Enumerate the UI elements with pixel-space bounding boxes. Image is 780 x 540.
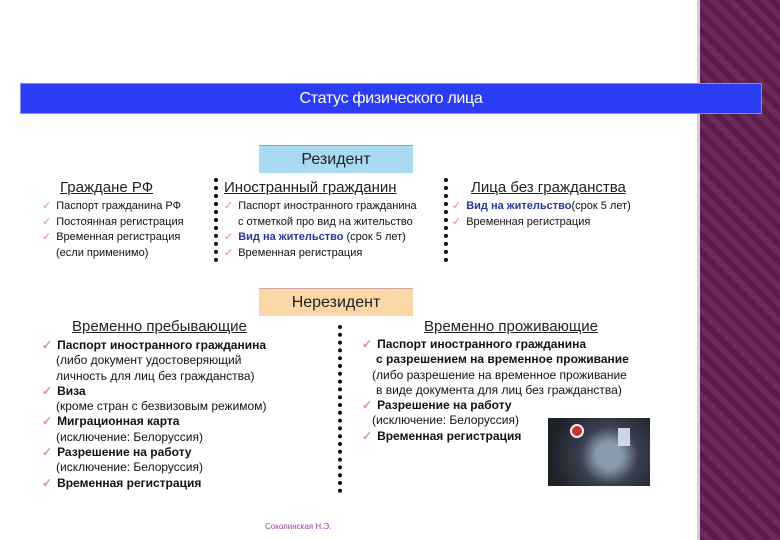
author-footer: Соколинская Н.Э.: [265, 522, 332, 531]
list-item: ✓ Паспорт иностранного гражданина: [224, 200, 417, 212]
check-icon: ✓: [42, 414, 53, 429]
check-icon: ✓: [42, 231, 52, 243]
divider: [444, 178, 448, 262]
divider: [214, 178, 218, 262]
check-icon: ✓: [224, 231, 234, 243]
check-icon: ✓: [452, 200, 462, 212]
citizens-heading: Граждане РФ: [60, 179, 154, 196]
check-icon: ✓: [452, 215, 462, 228]
check-icon: ✓: [42, 338, 53, 352]
check-icon: ✓: [42, 215, 52, 228]
list-item: ✓ Паспорт гражданина РФ: [42, 200, 181, 212]
check-icon: ✓: [42, 383, 53, 398]
illustration-photo: [548, 418, 650, 486]
check-icon: ✓: [42, 200, 52, 212]
check-icon: ✓: [362, 428, 373, 443]
list-item: ✓ Временная регистрация: [452, 215, 591, 228]
temp-staying-heading: Временно пребывающие: [72, 318, 247, 335]
stateless-heading: Лица без гражданства: [471, 179, 626, 196]
foreign-list: ✓ Паспорт иностранного гражданина с отметкой про вид на жительство ✓ Вид на жительство (срок 5 лет) ✓ Временная регистрация: [224, 199, 417, 261]
divider: [338, 325, 342, 493]
nonresident-box: Нерезидент: [259, 288, 413, 316]
check-icon: ✓: [42, 445, 53, 460]
foreign-heading: Иностранный гражданин: [224, 179, 397, 196]
decorative-side-panel: [697, 0, 780, 540]
list-item: ✓ Постоянная регистрация: [42, 215, 184, 228]
stateless-list: [452, 199, 631, 230]
check-icon: ✓: [362, 337, 373, 351]
citizens-list: ✓ Паспорт гражданина РФ ✓ Постоянная регистрация ✓ Временная регистрация (если применимо): [42, 200, 184, 259]
resident-box: Резидент: [259, 145, 413, 173]
slide-title-banner: Статус физического лица: [20, 83, 762, 114]
list-item: ✓ Вид на жительство(срок 5 лет): [452, 200, 631, 212]
check-icon: ✓: [224, 246, 234, 259]
check-icon: ✓: [362, 398, 373, 413]
check-icon: ✓: [42, 475, 53, 490]
check-icon: ✓: [224, 200, 234, 212]
list-item: ✓ Вид на жительство (срок 5 лет): [224, 231, 406, 243]
list-item: ✓ Временная регистрация: [224, 246, 363, 259]
temp-residing-list: ✓ Паспорт иностранного гражданина с разрешением на временное проживание (либо разрешение на временное проживание в виде документа для лиц без гражданства) ✓ Разрешение на работу (исключение: Белоруссия) ✓ Временная регистрация: [362, 337, 629, 443]
temp-residing-heading: Временно проживающие: [424, 318, 598, 335]
temp-staying-list: ✓ Паспорт иностранного гражданина (либо документ удостоверяющий личность для лиц без гражданства) ✓ Виза (кроме стран с безвизовым режимом) ✓ Миграционная карта (исключение: Белоруссия) ✓ Разрешение на работу (исключение: Белоруссия) ✓ Временная регистрация: [42, 338, 267, 490]
list-item: ✓ Временная регистрация: [42, 231, 181, 243]
